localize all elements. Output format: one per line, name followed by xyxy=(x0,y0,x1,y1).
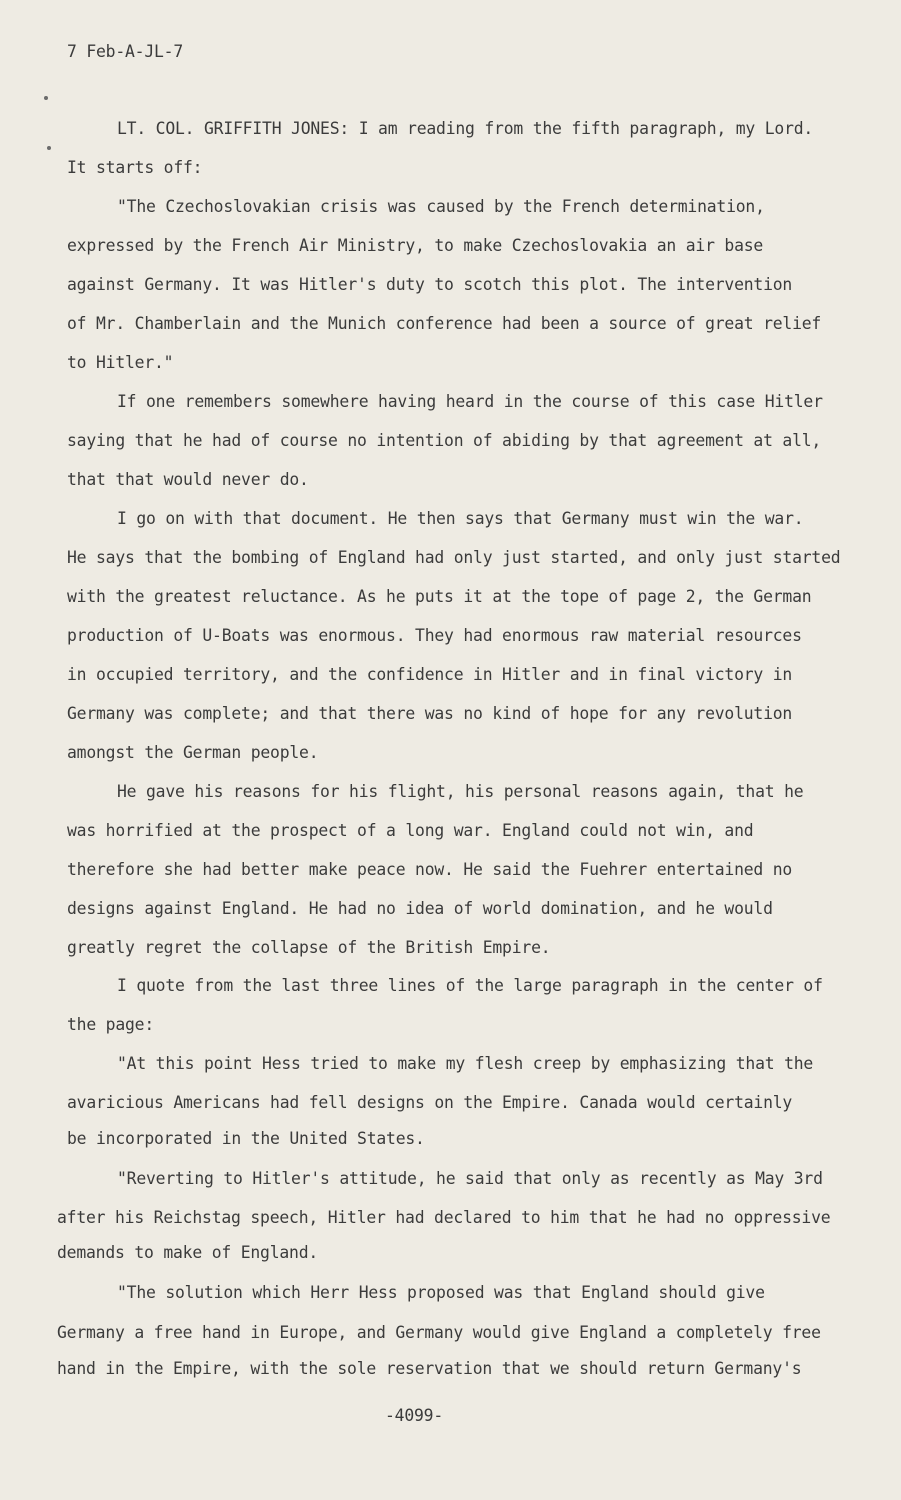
text-line: He gave his reasons for his flight, his personal reasons again, that he xyxy=(117,782,804,801)
text-line: I quote from the last three lines of the large paragraph in the center of xyxy=(117,976,823,995)
text-line: LT. COL. GRIFFITH JONES: I am reading from the fifth paragraph, my Lord. xyxy=(117,119,814,138)
text-line: was horrified at the prospect of a long war. England could not win, and xyxy=(67,821,754,840)
text-line: that that would never do. xyxy=(67,470,309,489)
punch-mark xyxy=(44,96,48,100)
text-line: greatly regret the collapse of the British Empire. xyxy=(67,938,551,957)
text-line: "The Czechoslovakian crisis was caused by the French determination, xyxy=(117,197,765,216)
text-line: of Mr. Chamberlain and the Munich conference had been a source of great relief xyxy=(67,314,822,333)
text-line: hand in the Empire, with the sole reservation that we should return Germany's xyxy=(57,1359,802,1378)
text-line: after his Reichstag speech, Hitler had declared to him that he had no oppressive xyxy=(57,1208,831,1227)
text-line: be incorporated in the United States. xyxy=(67,1129,425,1148)
page-header: 7 Feb-A-JL-7 xyxy=(67,42,184,61)
text-line: saying that he had of course no intention of abiding by that agreement at all, xyxy=(67,431,822,450)
text-line: the page: xyxy=(67,1015,155,1034)
text-line: avaricious Americans had fell designs on the Empire. Canada would certainly xyxy=(67,1093,793,1112)
text-line: with the greatest reluctance. As he puts it at the tope of page 2, the German xyxy=(67,587,812,606)
text-line: expressed by the French Air Ministry, to make Czechoslovakia an air base xyxy=(67,236,764,255)
text-line: Germany was complete; and that there was no kind of hope for any revolution xyxy=(67,704,793,723)
text-line: amongst the German people. xyxy=(67,743,319,762)
text-line: "At this point Hess tried to make my flesh creep by emphasizing that the xyxy=(117,1054,814,1073)
page-number: -4099- xyxy=(385,1406,444,1425)
text-line: Germany a free hand in Europe, and Germany would give England a completely free xyxy=(57,1323,821,1342)
text-line: designs against England. He had no idea of world domination, and he would xyxy=(67,899,773,918)
text-line: against Germany. It was Hitler's duty to scotch this plot. The intervention xyxy=(67,275,793,294)
text-line: "Reverting to Hitler's attitude, he said that only as recently as May 3rd xyxy=(117,1169,823,1188)
text-line: therefore she had better make peace now. He said the Fuehrer entertained no xyxy=(67,860,793,879)
text-line: in occupied territory, and the confidence in Hitler and in final victory in xyxy=(67,665,793,684)
text-line: to Hitler." xyxy=(67,353,174,372)
text-line: "The solution which Herr Hess proposed was that England should give xyxy=(117,1283,765,1302)
text-line: If one remembers somewhere having heard in the course of this case Hitler xyxy=(117,392,823,411)
text-line: demands to make of England. xyxy=(57,1243,319,1262)
text-line: He says that the bombing of England had only just started, and only just started xyxy=(67,548,841,567)
text-line: I go on with that document. He then says that Germany must win the war. xyxy=(117,509,804,528)
text-line: It starts off: xyxy=(67,158,203,177)
punch-mark xyxy=(47,146,51,150)
text-line: production of U-Boats was enormous. They had enormous raw material resources xyxy=(67,626,802,645)
